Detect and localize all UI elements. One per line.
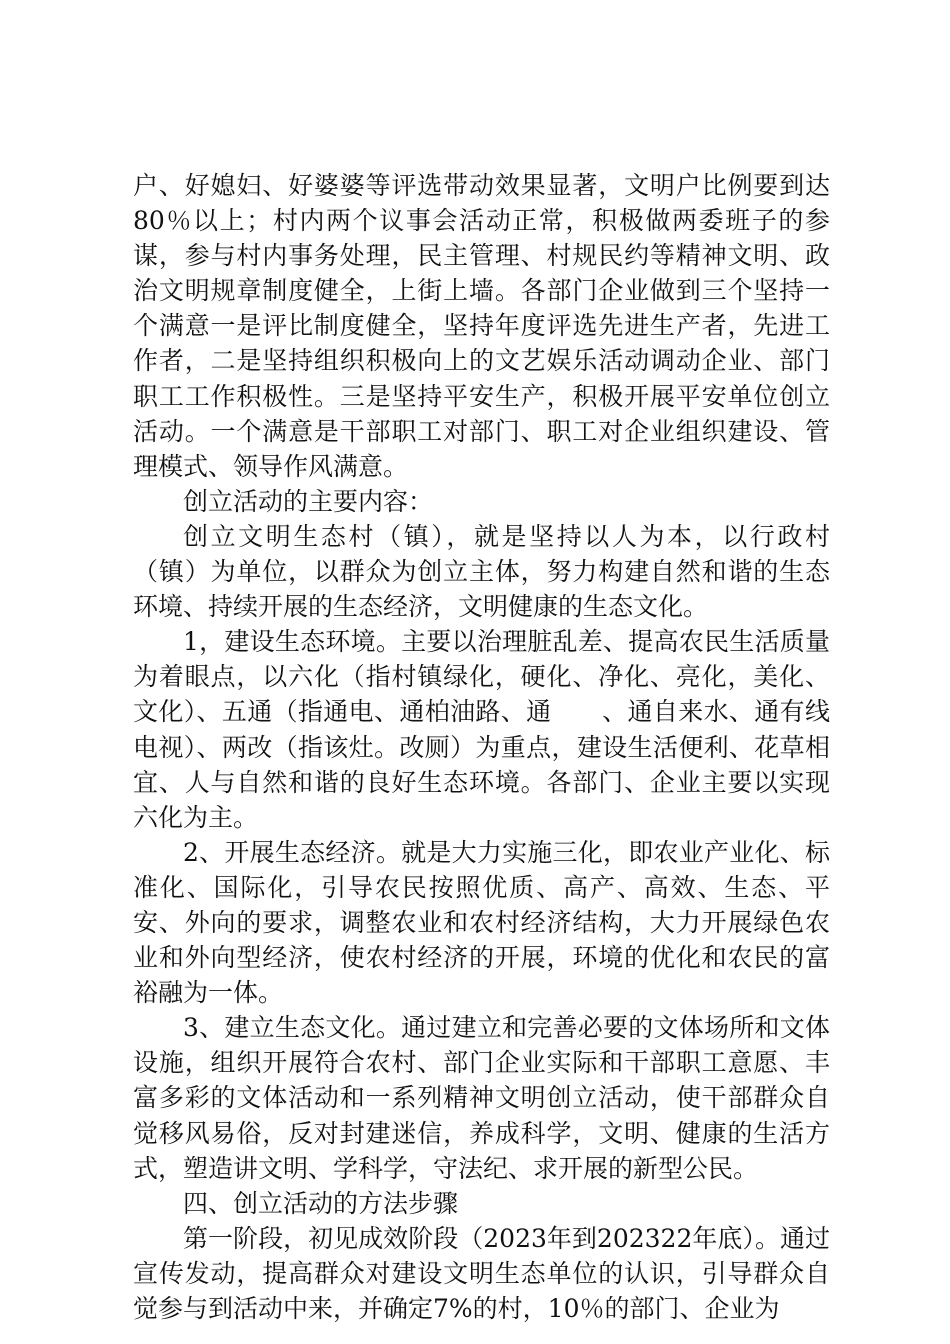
paragraph: 3、建立生态文化。通过建立和完善必要的文体场所和文体设施，组织开展符合农村、部门企业实际和干部职工意愿、丰富多彩的文体活动和一系列精神文明创立活动，使干部群众自觉移风易俗，反对封建迷信，养成科学，文明、健康的生活方式，塑造讲文明、学科学，守法纪、求开展的新型公民。	[133, 1013, 830, 1183]
section-heading: 创立活动的主要内容：	[183, 486, 434, 516]
paragraph: 第一阶段，初见成效阶段（2023年到202322年底）。通过宣传发动，提高群众对建设文明生态单位的认识，引导群众自觉参与到活动中来，并确定7%的村，10％的部门、企业为	[133, 1223, 830, 1323]
paragraph: 2、开展生态经济。就是大力实施三化，即农业产业化、标准化、国际化，引导农民按照优质、高产、高效、生态、平安、外向的要求，调整农业和农村经济结构，大力开展绿色农业和外向型经济，使农村经济的开展，环境的优化和农民的富裕融为一体。	[133, 837, 830, 1008]
paragraph: 1，建设生态环境。主要以治理脏乱差、提高农民生活质量为着眼点，以六化（指村镇绿化，硬化、净化、亮化，美化、文化）、五通（指通电、通柏油路、通 、通自来水、通有线电视）、两改（指该灶。改厕）为重点，建设生活便利、花草相宜、人与自然和谐的良好生态环境。各部门、企业主要以实现六化为主。	[133, 627, 830, 832]
paragraph: 创立文明生态村（镇），就是坚持以人为本，以行政村（镇）为单位，以群众为创立主体，努力构建自然和谐的生态环境、持续开展的生态经济，文明健康的生态文化。	[133, 521, 830, 622]
document-body	[133, 168, 830, 1326]
paragraph: 户、好媳妇、好婆婆等评选带动效果显著，文明户比例要到达80％以上；村内两个议事会活动正常，积极做两委班子的参谋，参与村内事务处理，民主管理、村规民约等精神文明、政治文明规章制度健全，上街上墙。各部门企业做到三个坚持一个满意一是评比制度健全，坚持年度评选先进生产者，先进工作者，二是坚持组织积极向上的文艺娱乐活动调动企业、部门职工工作积极性。三是坚持平安生产，积极开展平安单位创立活动。一个满意是干部职工对部门、职工对企业组织建设、管理模式、领导作风满意。	[133, 171, 830, 481]
section-heading: 四、创立活动的方法步骤	[183, 1188, 459, 1218]
